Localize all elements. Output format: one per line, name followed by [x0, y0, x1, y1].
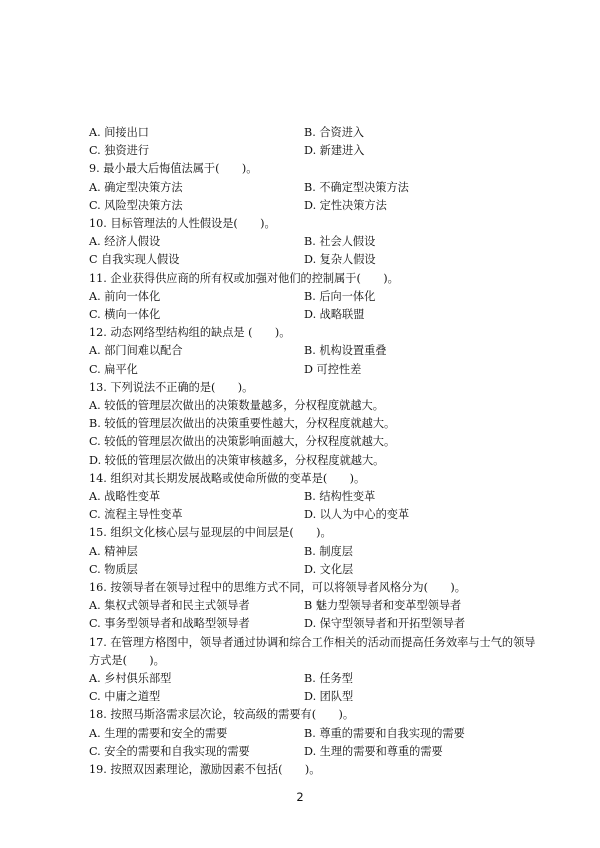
option-right: D. 定性决策方法	[304, 199, 387, 212]
option-left: A. 前向一体化	[89, 290, 161, 303]
option-left: C. 独资进行	[89, 144, 150, 157]
option-left: C. 扁平化	[89, 363, 138, 376]
question-line: C. 较低的管理层次做出的决策影响面越大，分权程度就越大。	[89, 435, 396, 448]
option-right: D. 团队型	[304, 690, 354, 703]
question-line: 方式是( )。	[89, 654, 165, 667]
question-line: 18. 按照马斯洛需求层次论，较高级的需要有( )。	[89, 708, 355, 721]
option-left: C. 物质层	[89, 563, 138, 576]
question-line: 10. 目标管理法的人性假设是( )。	[89, 217, 276, 230]
question-line: 17. 在管理方格图中，领导者通过协调和综合工作相关的活动而提高任务效率与士气的领导	[89, 636, 536, 649]
option-left: C. 事务型领导者和战略型领导者	[89, 617, 250, 630]
option-right: D. 复杂人假设	[304, 253, 376, 266]
option-left: C. 横向一体化	[89, 308, 161, 321]
option-right: D. 以人为中心的变革	[304, 508, 410, 521]
option-right: D. 生理的需要和尊重的需要	[304, 745, 443, 758]
option-left: A. 经济人假设	[89, 235, 161, 248]
option-right: B. 结构性变革	[304, 490, 376, 503]
question-line: 16. 按领导者在领导过程中的思维方式不同，可以将领导者风格分为( )。	[89, 581, 466, 594]
option-left: A. 集权式领导者和民主式领导者	[89, 599, 250, 612]
option-left: C 自我实现人假设	[89, 253, 180, 266]
question-line: B. 较低的管理层次做出的决策重要性越大，分权程度就越大。	[89, 417, 396, 430]
page-number: 2	[296, 790, 304, 804]
option-left: C. 流程主导性变革	[89, 508, 183, 521]
option-right: D. 战略联盟	[304, 308, 365, 321]
question-line: 11. 企业获得供应商的所有权或加强对他们的控制属于( )。	[89, 272, 399, 285]
option-left: A. 战略性变革	[89, 490, 161, 503]
question-line: D. 较低的管理层次做出的决策审核越多，分权程度就越大。	[89, 454, 385, 467]
option-left: C. 中庸之道型	[89, 690, 161, 703]
question-line: 14. 组织对其长期发展战略或使命所做的变革是( )。	[89, 472, 366, 485]
option-left: C. 安全的需要和自我实现的需要	[89, 745, 250, 758]
option-left: A. 部门间难以配合	[89, 344, 183, 357]
question-line: 9. 最小最大后悔值法属于( )。	[89, 162, 258, 175]
option-right: D. 新建进入	[304, 144, 365, 157]
option-right: B. 社会人假设	[304, 235, 376, 248]
option-right: B. 任务型	[304, 672, 353, 685]
question-line: 12. 动态网络型结构组的缺点是 ( )。	[89, 326, 291, 339]
option-right: B 魅力型领导者和变革型领导者	[304, 599, 462, 612]
option-left: A. 生理的需要和安全的需要	[89, 727, 228, 740]
option-left: C. 风险型决策方法	[89, 199, 183, 212]
option-right: B. 后向一体化	[304, 290, 376, 303]
question-line: 19. 按照双因素理论，激励因素不包括( )。	[89, 763, 321, 776]
option-right: B. 不确定型决策方法	[304, 181, 409, 194]
option-right: B. 制度层	[304, 545, 353, 558]
option-right: D 可控性差	[304, 363, 362, 376]
question-line: A. 较低的管理层次做出的决策数量越多，分权程度就越大。	[89, 399, 384, 412]
option-right: D. 保守型领导者和开拓型领导者	[304, 617, 466, 630]
option-left: A. 间接出口	[89, 126, 149, 139]
question-line: 13. 下列说法不正确的是( )。	[89, 381, 254, 394]
option-right: B. 尊重的需要和自我实现的需要	[304, 727, 465, 740]
option-left: A. 精神层	[89, 545, 138, 558]
option-left: A. 乡村俱乐部型	[89, 672, 172, 685]
question-line: 15. 组织文化核心层与显现层的中间层是( )。	[89, 526, 332, 539]
option-right: B. 合资进入	[304, 126, 365, 139]
option-right: B. 机构设置重叠	[304, 344, 387, 357]
option-right: D. 文化层	[304, 563, 354, 576]
option-left: A. 确定型决策方法	[89, 181, 183, 194]
